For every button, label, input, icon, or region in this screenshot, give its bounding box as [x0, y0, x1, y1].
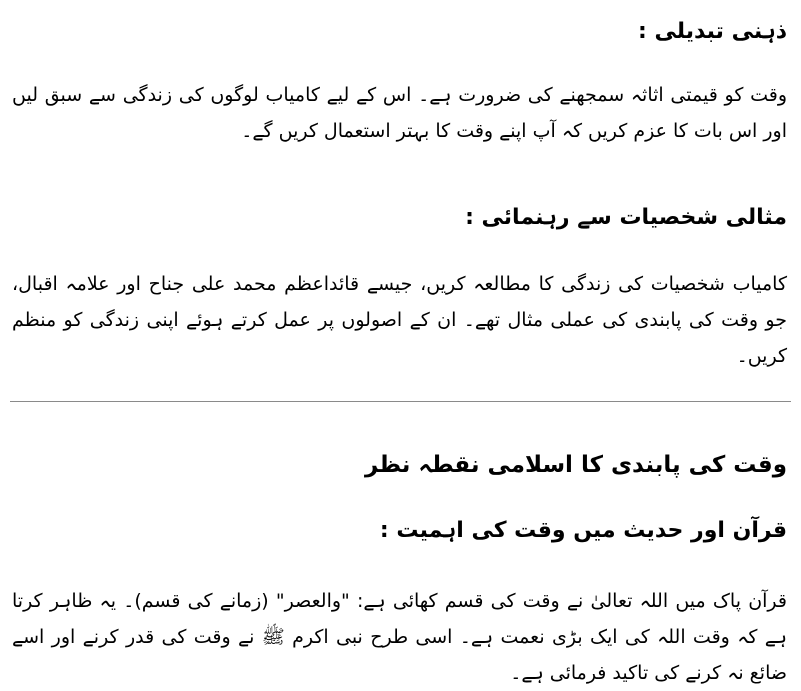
heading-mental-change: ذہنی تبدیلی : [638, 19, 787, 44]
paragraph-mental-change: وقت کو قیمتی اثاثہ سمجھنے کی ضرورت ہے۔ اس کے لیے کامیاب لوگوں کی زندگی سے سبق لیں اور اس بات کا عزم کریں کہ آپ اپنے وقت کا بہتر استعمال کریں گے۔ [12, 84, 787, 142]
paragraph-role-models: کامیاب شخصیات کی زندگی کا مطالعہ کریں، جیسے قائداعظم محمد علی جناح اور علامہ اقبال، جو وقت کی پابندی کی عملی مثال تھے۔ ان کے اصولوں پر عمل کرتے ہوئے اپنی زندگی کو منظم کریں۔ [12, 273, 787, 367]
section-divider [10, 401, 791, 402]
section-title-islamic-perspective: وقت کی پابندی کا اسلامی نقطہ نظر [365, 452, 787, 478]
paragraph-quran-hadith: قرآن پاک میں اللہ تعالیٰ نے وقت کی قسم کھائی ہے: "والعصر" (زمانے کی قسم)۔ یہ ظاہر کرتا ہے کہ وقت اللہ کی ایک بڑی نعمت ہے۔ اسی طرح نبی اکرم ﷺ نے وقت کی قدر کرنے اور اسے ضائع نہ کرنے کی تاکید فرمائی ہے۔ [12, 590, 787, 684]
heading-quran-hadith: قرآن اور حدیث میں وقت کی اہمیت : [379, 518, 787, 543]
heading-role-models: مثالی شخصیات سے رہنمائی : [465, 205, 787, 230]
